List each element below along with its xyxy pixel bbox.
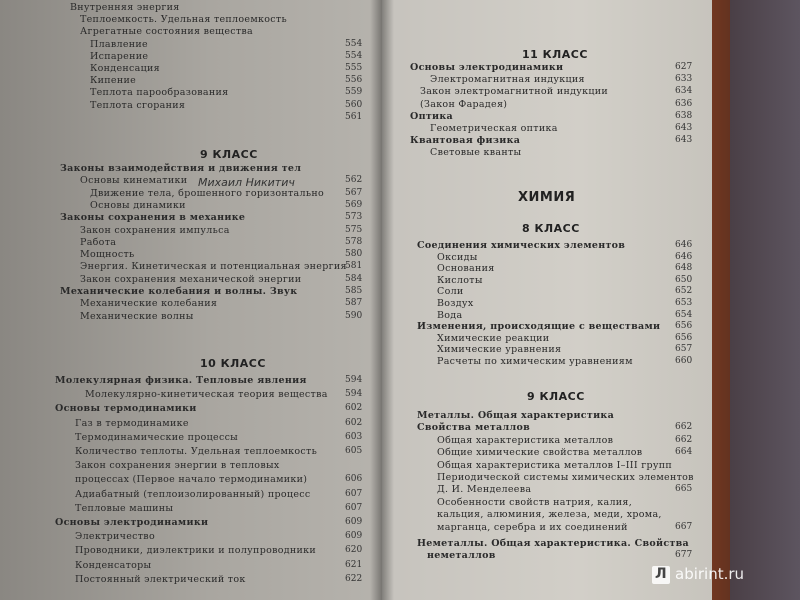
toc-entry: Квантовая физика: [410, 135, 521, 147]
toc-page-number: 664: [675, 447, 693, 458]
toc-page-number: 609: [345, 517, 363, 527]
toc-entry: Д. И. Менделеева: [437, 484, 532, 496]
grade10-heading: 10 КЛАСС: [200, 357, 266, 370]
toc-entry: процессах (Первое начало термодинамики): [75, 474, 308, 486]
toc-page-number: 562: [345, 175, 363, 186]
toc-entry: Оптика: [410, 110, 453, 122]
toc-entry: Кипение: [90, 75, 137, 87]
toc-page-number: 580: [345, 249, 363, 260]
toc-page-number: 648: [675, 263, 693, 274]
toc-entry: Основания: [437, 263, 495, 275]
background-fabric: [730, 0, 800, 600]
toc-page-number: 656: [675, 332, 693, 343]
toc-entry: Теплота парообразования: [90, 87, 229, 99]
toc-page-number: 638: [675, 110, 693, 121]
toc-page-number: 636: [675, 98, 693, 109]
toc-entry: Движение тела, брошенного горизонтально: [90, 187, 324, 199]
toc-entry: Общая характеристика металлов I–III групп: [437, 459, 673, 471]
toc-page-number: 605: [345, 446, 363, 456]
toc-entry: Изменения, происходящие с веществами: [417, 321, 661, 333]
toc-entry: Законы сохранения в механике: [60, 212, 246, 224]
toc-page-number: 646: [675, 251, 693, 262]
handwritten-note: Михаил Никитич: [198, 176, 295, 189]
toc-page-number: 587: [345, 298, 363, 309]
toc-page-number: 609: [345, 531, 363, 542]
toc-entry: Внутренняя энергия: [70, 2, 180, 13]
toc-page-number: 606: [345, 474, 363, 485]
toc-entry: Общие химические свойства металлов: [437, 447, 643, 459]
toc-entry: Оксиды: [437, 251, 478, 263]
toc-page-number: 660: [675, 356, 693, 366]
toc-entry: Основы динамики: [90, 199, 186, 211]
toc-entry: Химические реакции: [437, 332, 550, 344]
toc-entry: Химические уравнения: [437, 344, 562, 356]
toc-entry: Основы термодинамики: [55, 403, 197, 415]
toc-entry: Энергия. Кинетическая и потенциальная энергия: [80, 261, 347, 273]
left-page: [0, 0, 382, 600]
toc-entry: Основы электродинамики: [55, 517, 209, 528]
chem-grade8-heading: 8 КЛАСС: [522, 222, 580, 235]
toc-entry: Закон сохранения энергии в тепловых: [75, 460, 280, 472]
toc-entry: Тепловые машины: [75, 502, 174, 514]
toc-page-number: 590: [345, 310, 363, 321]
toc-entry: Теплоемкость. Удельная теплоемкость: [80, 14, 287, 26]
toc-entry: Агрегатные состояния вещества: [80, 26, 254, 38]
toc-entry: Механические волны: [80, 310, 194, 322]
toc-page-number: 657: [675, 344, 693, 355]
toc-entry: Количество теплоты. Удельная теплоемкость: [75, 446, 318, 457]
toc-page-number: 652: [675, 286, 693, 297]
toc-entry: (Закон Фарадея): [420, 98, 508, 110]
toc-page-number: 594: [345, 375, 363, 385]
book-gutter: [370, 0, 394, 600]
toc-page-number: 578: [345, 236, 363, 247]
toc-entry: Металлы. Общая характеристика: [417, 410, 615, 421]
toc-page-number: 603: [345, 431, 363, 442]
toc-entry: Мощность: [80, 249, 135, 261]
watermark-logo-letter: Л: [655, 566, 667, 582]
toc-entry: Термодинамические процессы: [75, 431, 239, 443]
toc-page-number: 662: [675, 434, 693, 445]
grade9-heading: 9 КЛАСС: [200, 148, 258, 161]
toc-entry: Плавление: [90, 38, 148, 50]
toc-entry: неметаллов: [427, 550, 496, 561]
toc-entry: Молекулярная физика. Тепловые явления: [55, 375, 307, 386]
toc-entry: Основы электродинамики: [410, 62, 564, 73]
toc-page-number: 653: [675, 298, 693, 308]
chem-grade9-heading: 9 КЛАСС: [527, 390, 585, 403]
toc-entry: Конденсация: [90, 63, 160, 74]
toc-page-number: 567: [345, 187, 363, 198]
right-page: [382, 0, 712, 600]
toc-entry: Неметаллы. Общая характеристика. Свойства: [417, 537, 689, 549]
toc-entry: Расчеты по химическим уравнениям: [437, 356, 633, 367]
toc-entry: Вода: [437, 309, 463, 321]
toc-entry: Законы взаимодействия и движения тел: [60, 163, 302, 174]
toc-page-number: 602: [345, 417, 363, 428]
toc-entry: Испарение: [90, 50, 149, 62]
toc-entry: Постоянный электрический ток: [75, 573, 246, 585]
toc-entry: Свойства металлов: [417, 422, 531, 434]
toc-entry: Периодической системы химических элементов: [437, 472, 694, 483]
toc-entry: Закон электромагнитной индукции: [420, 86, 609, 98]
toc-page-number: 633: [675, 74, 693, 85]
toc-entry: Механические колебания: [80, 298, 218, 310]
toc-page-number: 584: [345, 273, 363, 284]
toc-entry: Проводники, диэлектрики и полупроводники: [75, 545, 317, 557]
toc-entry: Закон сохранения импульса: [80, 224, 230, 236]
toc-page-number: 654: [675, 309, 693, 320]
toc-page-number: 646: [675, 240, 693, 250]
toc-page-number: 656: [675, 321, 693, 332]
watermark-text: abirint.ru: [675, 565, 745, 583]
toc-entry: Электричество: [75, 531, 155, 543]
toc-page-number: 575: [345, 224, 363, 235]
toc-entry: Особенности свойств натрия, калия,: [437, 496, 633, 508]
toc-page-number: 559: [345, 87, 363, 98]
toc-page-number: 627: [675, 62, 693, 72]
toc-page-number: 643: [675, 135, 693, 146]
toc-entry: Электромагнитная индукция: [430, 74, 585, 86]
toc-page-number: 554: [345, 38, 363, 49]
toc-page-number: 607: [345, 488, 363, 499]
toc-page-number: 585: [345, 286, 363, 296]
toc-page-number: 620: [345, 545, 363, 556]
toc-entry: Молекулярно-кинетическая теория вещества: [85, 389, 328, 401]
chemistry-heading: ХИМИЯ: [518, 190, 576, 205]
toc-page-number: 622: [345, 573, 363, 584]
toc-entry: Световые кванты: [430, 147, 522, 159]
toc-entry: Адиабатный (теплоизолированный) процесс: [75, 488, 311, 500]
toc-page-number: 665: [675, 484, 693, 495]
toc-entry: Газ в термодинамике: [75, 417, 189, 429]
toc-entry: Воздух: [437, 298, 474, 309]
toc-entry: марганца, серебра и их соединений: [437, 521, 628, 533]
toc-page-number: 581: [345, 261, 363, 272]
toc-page-number: 602: [345, 403, 363, 414]
toc-entry: Механические колебания и волны. Звук: [60, 286, 298, 297]
toc-page-number: 677: [675, 550, 693, 560]
toc-page-number: 554: [345, 50, 363, 61]
toc-page-number: 594: [345, 389, 363, 400]
toc-page-number: 662: [675, 422, 693, 433]
toc-page-number: 621: [345, 559, 363, 570]
toc-entry: Работа: [80, 236, 117, 248]
toc-entry: Соли: [437, 286, 464, 298]
toc-entry: Кислоты: [437, 274, 483, 286]
toc-page-number: 573: [345, 212, 363, 223]
toc-page-number: 569: [345, 199, 363, 210]
toc-entry: Закон сохранения механической энергии: [80, 273, 302, 285]
toc-page-number: 560: [345, 99, 363, 110]
toc-entry: Основы кинематики: [80, 175, 188, 187]
toc-page-number: 634: [675, 86, 693, 97]
toc-entry: Соединения химических элементов: [417, 240, 626, 251]
grade11-heading: 11 КЛАСС: [522, 48, 588, 61]
toc-page-number: 650: [675, 274, 693, 285]
toc-page-number: 556: [345, 75, 363, 86]
toc-entry: Конденсаторы: [75, 559, 152, 571]
toc-entry: Теплота сгорания: [90, 99, 186, 111]
toc-entry: кальция, алюминия, железа, меди, хрома,: [437, 509, 662, 521]
toc-page-number: 643: [675, 123, 693, 133]
toc-page-number: 667: [675, 521, 693, 532]
toc-page-number: 555: [345, 63, 363, 73]
toc-page-number: 607: [345, 502, 363, 513]
toc-entry: Геометрическая оптика: [430, 123, 558, 134]
toc-page-number: 561: [345, 111, 363, 122]
toc-entry: Общая характеристика металлов: [437, 434, 614, 446]
